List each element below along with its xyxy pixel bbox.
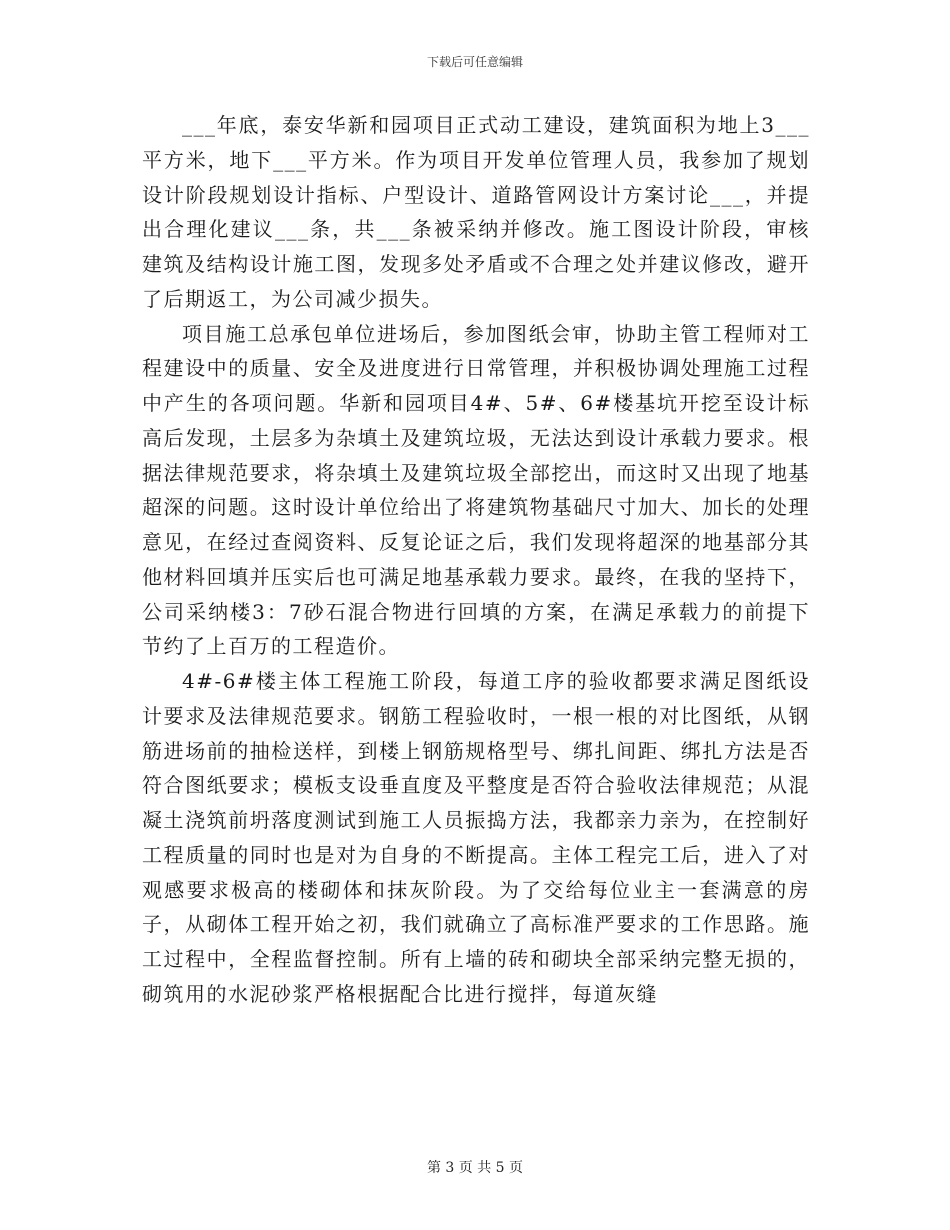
page-header: 下载后可任意编辑 xyxy=(426,55,523,69)
paragraph-3: 4#-6#楼主体工程施工阶段，每道工序的验收都要求满足图纸设计要求及法律规范要求。钢筋工程验收时，一根一根的对比图纸，从钢筋进场前的抽检送样，到楼上钢筋规格型号、绑扎间距、绑扎方法是否符合图纸要求；模板支设垂直度及平整度是否符合验收法律规范；从混凝土浇筑前坍落度测试到施工人员振捣方法，我都亲力亲为，在控制好工程质量的同时也是对为自身的不断提高。主体工程完工后，进入了对观感要求极高的楼砌体和抹灰阶段。为了交给每位业主一套满意的房子，从砌体工程开始之初，我们就确立了高标准严要求的工作思路。施工过程中，全程监督控制。所有上墙的砖和砌块全部采纳完整无损的，砌筑用的水泥砂浆严格根据配合比进行搅拌，每道灰缝 xyxy=(142,669,810,1006)
page-footer: 第 3 页 共 5 页 xyxy=(426,1160,524,1176)
document-body xyxy=(142,108,810,1012)
paragraph-1: ___年底，泰安华新和园项目正式动工建设，建筑面积为地上3___平方米，地下___平方米。作为项目开发单位管理人员，我参加了规划设计阶段规划设计指标、户型设计、道路管网设计方案讨论___，并提出合理化建议___条，共___条被采纳并修改。施工图设计阶段，审核建筑及结构设计施工图，发现多处矛盾或不合理之处并建议修改，避开了后期返工，为公司减少损失。 xyxy=(142,113,810,311)
paragraph-2: 项目施工总承包单位进场后，参加图纸会审，协助主管工程师对工程建设中的质量、安全及进度进行日常管理，并积极协调处理施工过程中产生的各项问题。华新和园项目4#、5#、6#楼基坑开挖至设计标高后发现，土层多为杂填土及建筑垃圾，无法达到设计承载力要求。根据法律规范要求，将杂填土及建筑垃圾全部挖出，而这时又出现了地基超深的问题。这时设计单位给出了将建筑物基础尺寸加大、加长的处理意见，在经过查阅资料、反复论证之后，我们发现将超深的地基部分其他材料回填并压实后也可满足地基承载力要求。最终，在我的坚持下，公司采纳楼3：7砂石混合物进行回填的方案，在满足承载力的前提下节约了上百万的工程造价。 xyxy=(142,321,810,659)
